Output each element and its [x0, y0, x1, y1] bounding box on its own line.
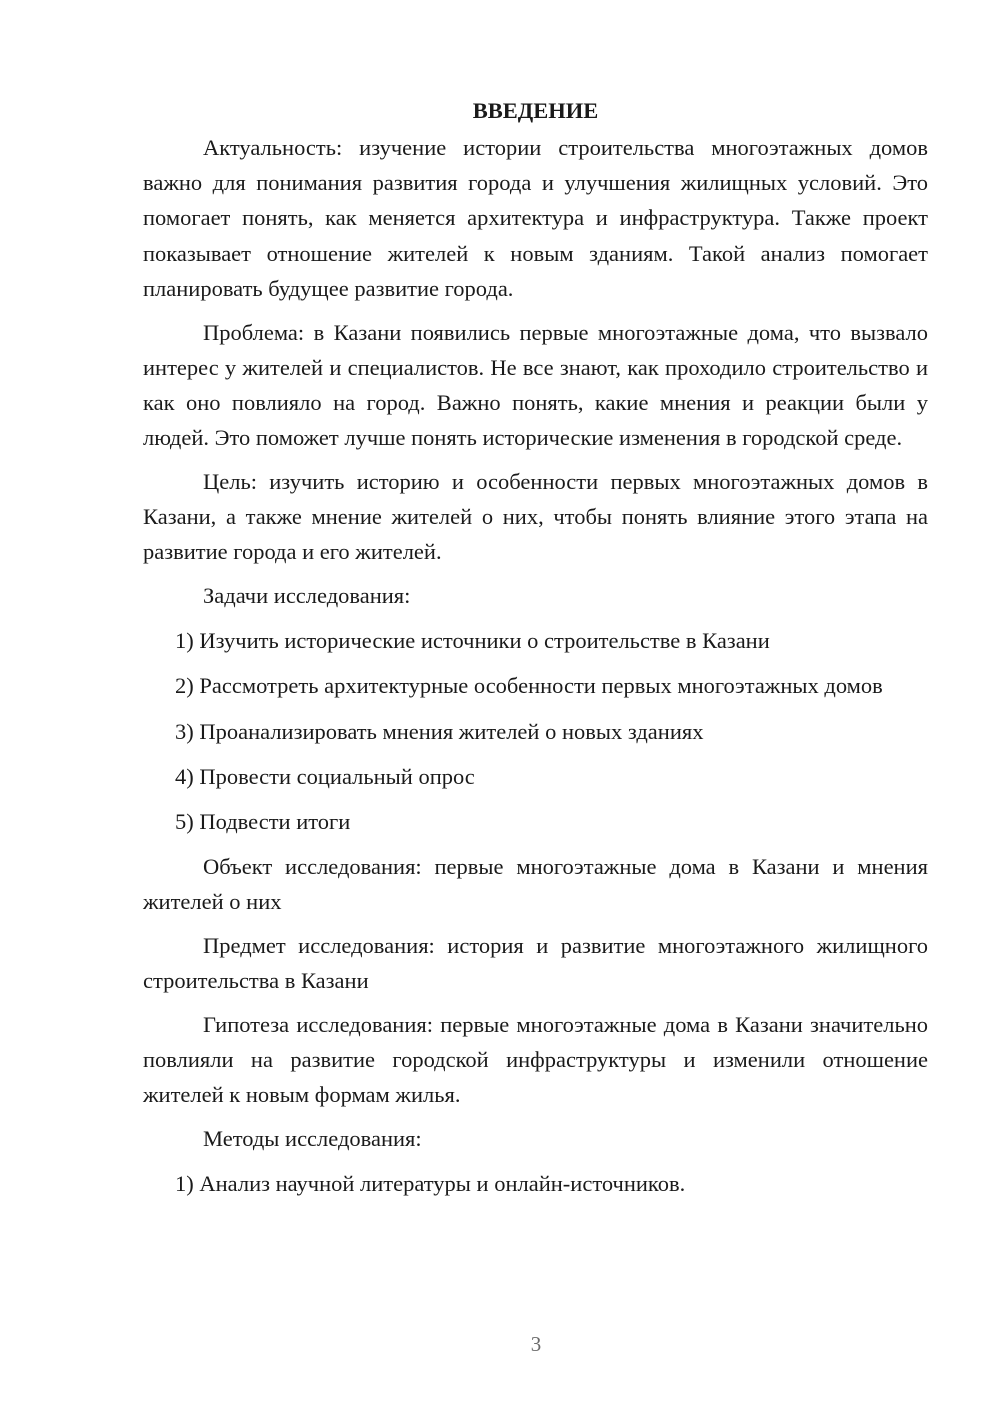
object-paragraph: Объект исследования: первые многоэтажные дома в Казани и мнения жителей о них	[143, 854, 928, 915]
task-item-3: 3) Проанализировать мнения жителей о новых зданиях	[175, 718, 704, 744]
subject-paragraph: Предмет исследования: история и развитие многоэтажного жилищного строительства в Казани	[143, 933, 928, 994]
task-item-5: 5) Подвести итоги	[175, 808, 351, 834]
relevance-paragraph: Актуальность: изучение истории строительства многоэтажных домов важно для понимания развития города и улучшения жилищных условий. Это помогает понять, как меняется архитектура и инфраструктура. Также проект показывает отношение жителей к новым зданиям. Такой анализ помогает планировать будущее развитие города.	[143, 135, 928, 301]
goal-paragraph: Цель: изучить историю и особенности первых многоэтажных домов в Казани, а также мнение жителей о них, чтобы понять влияние этого этапа на развитие города и его жителей.	[143, 468, 928, 565]
page-content	[143, 93, 928, 1201]
methods-heading: Методы исследования:	[203, 1126, 422, 1152]
task-item-4: 4) Провести социальный опрос	[175, 763, 475, 789]
method-item-1: 1) Анализ научной литературы и онлайн-источников.	[175, 1171, 686, 1197]
task-item-1: 1) Изучить исторические источники о строительстве в Казани	[175, 628, 770, 654]
task-item-2: 2) Рассмотреть архитектурные особенности первых многоэтажных домов	[175, 673, 883, 699]
problem-paragraph: Проблема: в Казани появились первые многоэтажные дома, что вызвало интерес у жителей и специалистов. Не все знают, как проходило строительство и как оно повлияло на город. Важно понять, какие мнения и реакции были у людей. Это поможет лучше понять исторические изменения в городской среде.	[143, 319, 928, 451]
page-number: 3	[530, 1332, 542, 1356]
tasks-heading: Задачи исследования:	[203, 582, 411, 608]
hypothesis-paragraph: Гипотеза исследования: первые многоэтажные дома в Казани значительно повлияли на развитие городской инфраструктуры и изменили отношение жителей к новым формам жилья.	[143, 1011, 928, 1108]
section-title: ВВЕДЕНИЕ	[472, 98, 599, 123]
